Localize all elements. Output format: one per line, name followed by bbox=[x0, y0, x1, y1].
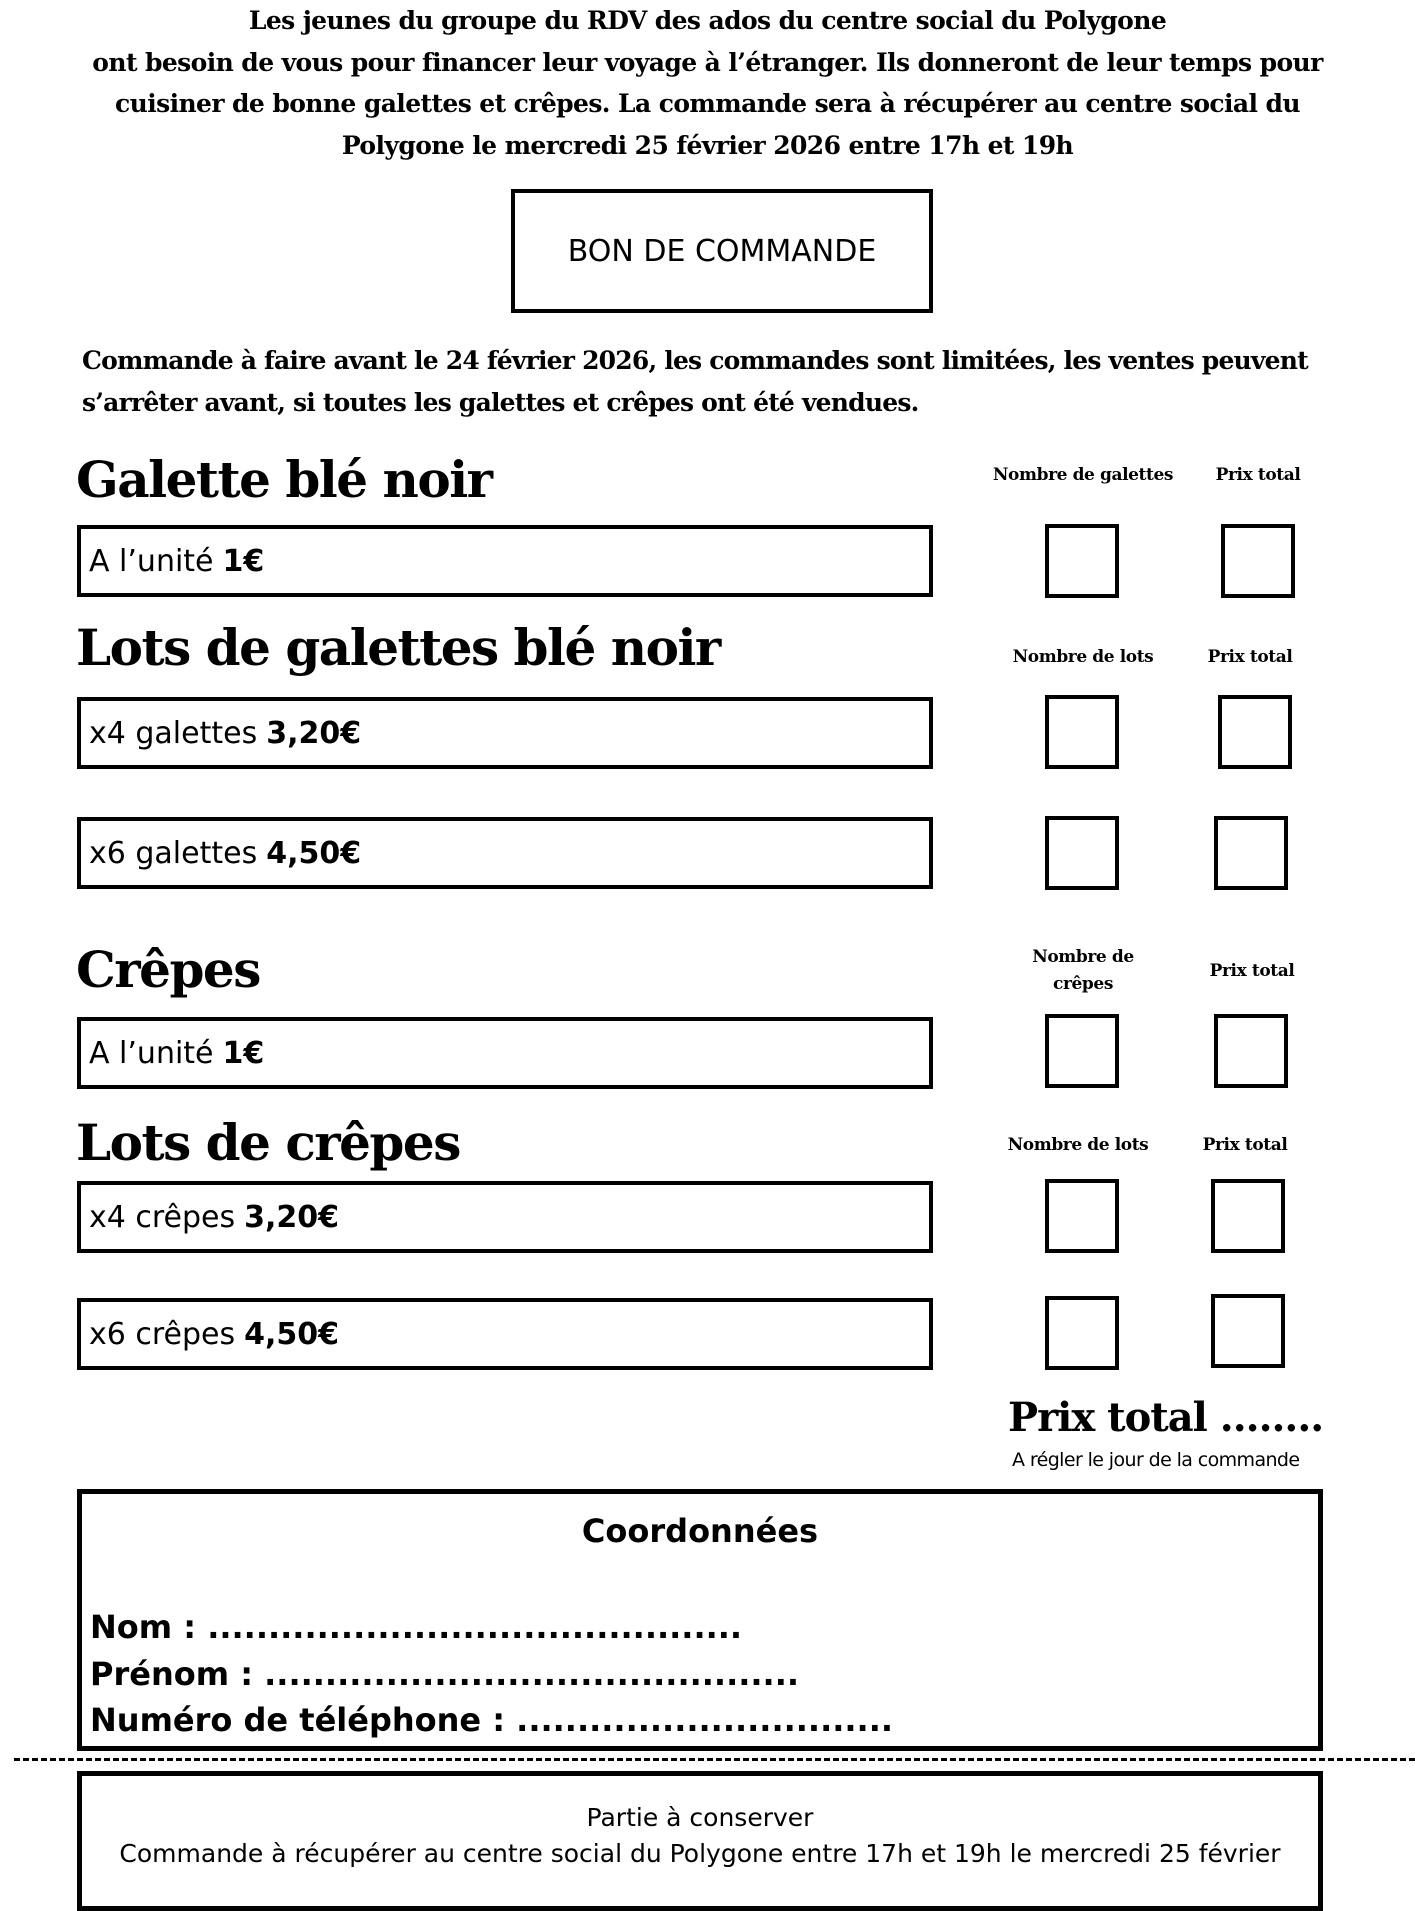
grand-total: Prix total ........ bbox=[1008, 1394, 1324, 1441]
product-price: 1€ bbox=[222, 1035, 265, 1071]
total-input[interactable] bbox=[1214, 816, 1288, 890]
product-price: 3,20€ bbox=[244, 1199, 340, 1235]
order-form-title bbox=[511, 189, 933, 313]
product-price: 4,50€ bbox=[266, 835, 362, 871]
qty-label: Nombre de lots bbox=[1007, 1135, 1149, 1155]
section-heading: Crêpes bbox=[76, 940, 260, 999]
product-row bbox=[77, 525, 933, 597]
total-input[interactable] bbox=[1211, 1179, 1285, 1253]
product-label: A l’unité bbox=[89, 543, 214, 579]
section-heading: Galette blé noir bbox=[76, 450, 492, 509]
section-heading: Lots de galettes blé noir bbox=[76, 618, 720, 677]
phone-field[interactable]: Numéro de téléphone : ............................... bbox=[90, 1701, 894, 1739]
qty-label-line: crêpes bbox=[1053, 974, 1113, 994]
quantity-input[interactable] bbox=[1045, 524, 1119, 598]
total-input[interactable] bbox=[1218, 695, 1292, 769]
total-label: Prix total bbox=[1209, 961, 1295, 981]
product-row bbox=[77, 1181, 933, 1253]
product-label: x6 crêpes bbox=[89, 1316, 236, 1352]
product-price: 4,50€ bbox=[244, 1316, 340, 1352]
qty-label: Nombre de lots bbox=[1012, 647, 1154, 667]
name-field[interactable]: Nom : ............................................ bbox=[90, 1608, 743, 1646]
notice-line: s’arrêter avant, si toutes les galettes et crêpes ont été vendues. bbox=[82, 388, 919, 417]
product-label: x6 galettes bbox=[89, 835, 258, 871]
total-label: Prix total bbox=[1207, 647, 1293, 667]
quantity-input[interactable] bbox=[1045, 695, 1119, 769]
contact-title: Coordonnées bbox=[581, 1512, 819, 1550]
quantity-input[interactable] bbox=[1045, 816, 1119, 890]
total-label: Prix total bbox=[1202, 1135, 1288, 1155]
product-row bbox=[77, 1298, 933, 1370]
qty-label: Nombre de galettes bbox=[992, 465, 1174, 485]
product-price: 1€ bbox=[222, 543, 265, 579]
firstname-field[interactable]: Prénom : ............................................ bbox=[90, 1655, 799, 1693]
section-heading: Lots de crêpes bbox=[76, 1113, 460, 1172]
product-label: A l’unité bbox=[89, 1035, 214, 1071]
product-row bbox=[77, 817, 933, 889]
intro-line: Les jeunes du groupe du RDV des ados du centre social du Polygone bbox=[248, 6, 1167, 35]
quantity-input[interactable] bbox=[1045, 1014, 1119, 1088]
product-label: x4 crêpes bbox=[89, 1199, 236, 1235]
qty-label-line: Nombre de bbox=[1032, 947, 1134, 967]
product-label: x4 galettes bbox=[89, 715, 258, 751]
total-input[interactable] bbox=[1214, 1014, 1288, 1088]
qty-label bbox=[988, 944, 1178, 998]
total-label: Prix total bbox=[1215, 465, 1301, 485]
total-input[interactable] bbox=[1211, 1294, 1285, 1368]
intro-line: Polygone le mercredi 25 février 2026 entre 17h et 19h bbox=[341, 130, 1074, 160]
contact-section bbox=[77, 1489, 1323, 1751]
quantity-input[interactable] bbox=[1045, 1296, 1119, 1370]
total-input[interactable] bbox=[1221, 524, 1295, 598]
intro-line: cuisiner de bonne galettes et crêpes. La commande sera à récupérer au centre social du bbox=[115, 89, 1300, 118]
title-text: BON DE COMMANDE bbox=[567, 233, 877, 269]
product-price: 3,20€ bbox=[266, 715, 362, 751]
payment-note: A régler le jour de la commande bbox=[1012, 1449, 1300, 1471]
product-row bbox=[77, 697, 933, 769]
intro-text bbox=[60, 0, 1355, 166]
keep-section bbox=[77, 1771, 1323, 1911]
order-notice bbox=[82, 340, 1382, 424]
intro-line: ont besoin de vous pour financer leur voyage à l’étranger. Ils donneront de leur temps pour bbox=[92, 47, 1323, 77]
keep-text: Commande à récupérer au centre social du Polygone entre 17h et 19h le mercredi 25 février bbox=[119, 1839, 1281, 1868]
keep-title: Partie à conserver bbox=[586, 1803, 814, 1832]
product-row bbox=[77, 1017, 933, 1089]
notice-line: Commande à faire avant le 24 février 2026, les commandes sont limitées, les ventes peuvent bbox=[82, 346, 1308, 375]
quantity-input[interactable] bbox=[1045, 1179, 1119, 1253]
cut-line bbox=[14, 1758, 1415, 1761]
